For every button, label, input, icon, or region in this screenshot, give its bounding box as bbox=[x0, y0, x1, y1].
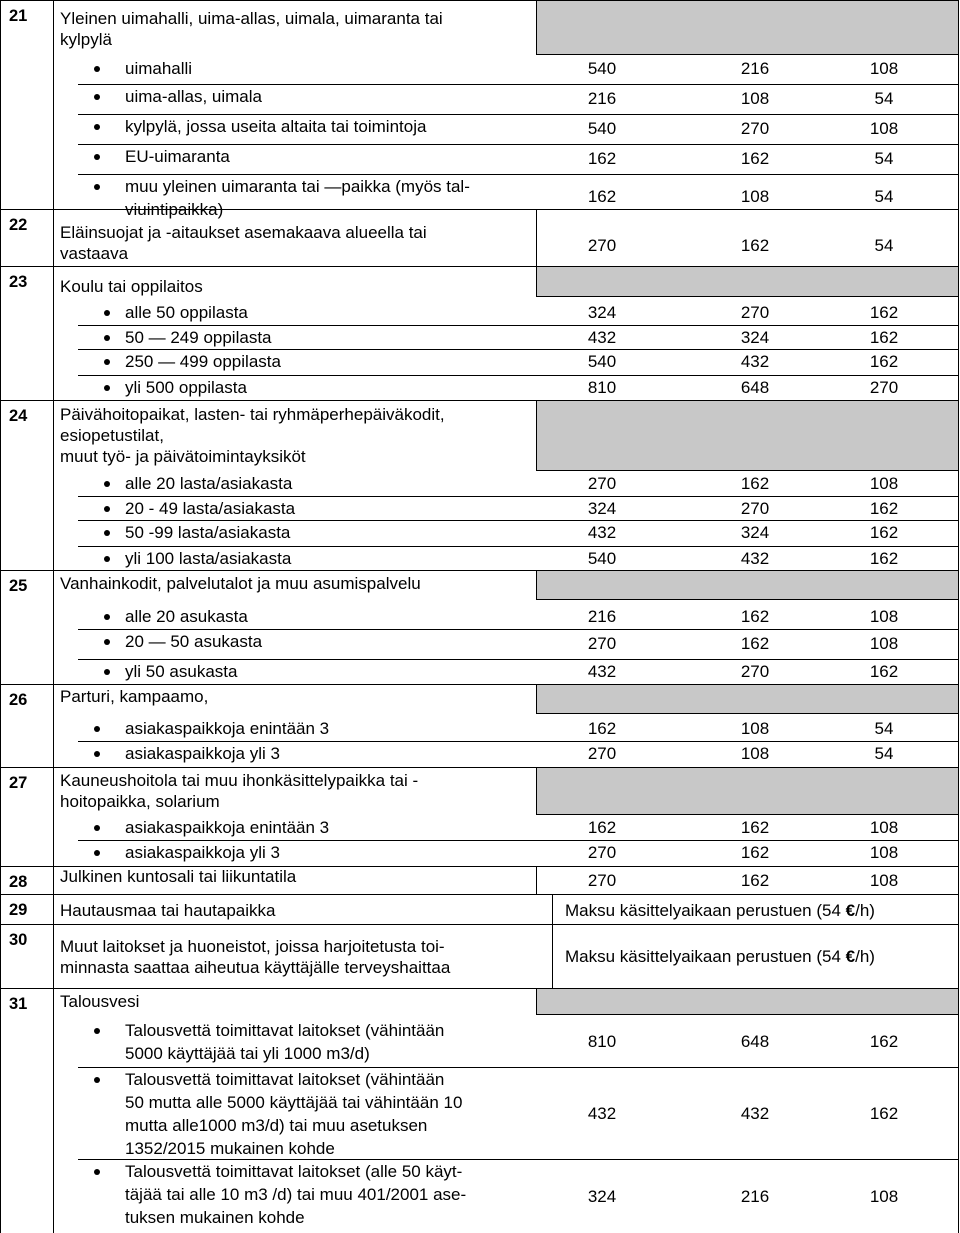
value-column-divider bbox=[536, 266, 537, 296]
sub-item-text: 250 — 499 oppilasta bbox=[125, 352, 281, 371]
fee-value: 810 bbox=[587, 1032, 617, 1051]
fee-value: 108 bbox=[869, 119, 899, 138]
fee-value: 162 bbox=[740, 236, 770, 255]
fee-value: 432 bbox=[740, 1104, 770, 1123]
sub-row-divider bbox=[78, 741, 958, 742]
entry-number: 22 bbox=[9, 216, 28, 234]
fee-text: Maksu käsittelyaikaan perustuen (54 bbox=[565, 901, 846, 920]
fee-text: Maksu käsittelyaikaan perustuen (54 bbox=[565, 947, 846, 966]
sub-row-divider bbox=[78, 375, 958, 376]
fee-value: 162 bbox=[869, 1032, 899, 1051]
fee-value: 432 bbox=[587, 662, 617, 681]
fee-description bbox=[565, 946, 875, 967]
entry-title: esiopetustilat, bbox=[60, 426, 164, 445]
sub-row-divider bbox=[78, 325, 958, 326]
fee-value: 162 bbox=[740, 818, 770, 837]
sub-item-text: asiakaspaikkoja enintään 3 bbox=[125, 719, 330, 738]
sub-row-divider bbox=[78, 114, 958, 115]
fee-value: 324 bbox=[740, 523, 770, 542]
fee-value: 432 bbox=[587, 1104, 617, 1123]
value-column-divider bbox=[536, 0, 537, 54]
fee-column-divider bbox=[552, 894, 553, 924]
bullet-icon bbox=[94, 825, 100, 831]
fee-value: 54 bbox=[874, 187, 894, 206]
shaded-header-cell bbox=[537, 989, 958, 1014]
fee-value: 432 bbox=[587, 523, 617, 542]
fee-value: 54 bbox=[874, 149, 894, 168]
fee-value: 432 bbox=[740, 549, 770, 568]
entry-title: Vanhainkodit, palvelutalot ja muu asumispalvelu bbox=[60, 574, 421, 593]
sub-item-text: yli 100 lasta/asiakasta bbox=[125, 549, 292, 568]
shaded-cell-border bbox=[536, 1014, 958, 1015]
fee-value: 324 bbox=[740, 328, 770, 347]
fee-description bbox=[565, 900, 875, 921]
bullet-icon bbox=[104, 310, 110, 316]
bullet-icon bbox=[104, 556, 110, 562]
bullet-icon bbox=[94, 184, 100, 190]
entry-number: 29 bbox=[9, 901, 28, 919]
bullet-icon bbox=[104, 614, 110, 620]
sub-item-text: 20 - 49 lasta/asiakasta bbox=[125, 499, 296, 518]
fee-value: 270 bbox=[587, 236, 617, 255]
fee-value: 162 bbox=[869, 1104, 899, 1123]
entry-title: Julkinen kuntosali tai liikuntatila bbox=[60, 867, 297, 886]
sub-item-text: 20 — 50 asukasta bbox=[125, 632, 263, 651]
fee-unit: /h) bbox=[855, 901, 875, 920]
bullet-icon bbox=[94, 1169, 100, 1175]
table-right-border bbox=[958, 0, 959, 1233]
sub-item-text: Talousvettä toimittavat laitokset (vähintään bbox=[125, 1070, 445, 1089]
fee-value: 162 bbox=[740, 149, 770, 168]
fee-value: 162 bbox=[740, 607, 770, 626]
bullet-icon bbox=[104, 506, 110, 512]
entry-title: minnasta saattaa aiheutua käyttäjälle terveyshaittaa bbox=[60, 958, 451, 977]
value-column-divider bbox=[536, 988, 537, 1014]
fee-value: 432 bbox=[587, 328, 617, 347]
fee-unit: /h) bbox=[855, 947, 875, 966]
sub-item-text: mutta alle1000 m3/d) tai muu asetuksen bbox=[125, 1116, 428, 1135]
entry-divider bbox=[0, 924, 958, 925]
fee-value: 216 bbox=[587, 89, 617, 108]
sub-item-text: tuksen mukainen kohde bbox=[125, 1208, 305, 1227]
sub-item-text: 50 -99 lasta/asiakasta bbox=[125, 523, 291, 542]
shaded-cell-border bbox=[536, 296, 958, 297]
fee-column-divider bbox=[552, 924, 553, 988]
fee-value: 108 bbox=[869, 634, 899, 653]
sub-item-text: uimahalli bbox=[125, 59, 193, 78]
fee-value: 108 bbox=[869, 607, 899, 626]
fee-value: 270 bbox=[587, 871, 617, 890]
shaded-cell-border bbox=[536, 814, 958, 815]
shaded-header-cell bbox=[537, 1, 958, 54]
fee-value: 108 bbox=[869, 843, 899, 862]
fee-value: 270 bbox=[587, 744, 617, 763]
value-column-divider bbox=[536, 209, 537, 266]
fee-value: 108 bbox=[740, 744, 770, 763]
bullet-icon bbox=[94, 1077, 100, 1083]
euro-symbol: € bbox=[845, 947, 856, 966]
fee-value: 108 bbox=[740, 187, 770, 206]
fee-value: 432 bbox=[740, 352, 770, 371]
fee-value: 108 bbox=[869, 59, 899, 78]
fee-value: 162 bbox=[587, 187, 617, 206]
sub-item-text: EU-uimaranta bbox=[125, 147, 230, 166]
entry-title: Päivähoitopaikat, lasten- tai ryhmäperhepäiväkodit, bbox=[60, 405, 445, 424]
entry-title: Koulu tai oppilaitos bbox=[60, 277, 203, 296]
fee-value: 162 bbox=[869, 328, 899, 347]
fee-value: 54 bbox=[874, 89, 894, 108]
fee-value: 648 bbox=[740, 1032, 770, 1051]
sub-item-text: 50 — 249 oppilasta bbox=[125, 328, 272, 347]
fee-value: 270 bbox=[740, 119, 770, 138]
entry-title: Eläinsuojat ja -aitaukset asemakaava alueella tai bbox=[60, 223, 427, 242]
sub-item-text: Talousvettä toimittavat laitokset (alle 50 käyt- bbox=[125, 1162, 463, 1181]
fee-value: 540 bbox=[587, 352, 617, 371]
sub-item-text: yli 50 asukasta bbox=[125, 662, 238, 681]
bullet-icon bbox=[104, 669, 110, 675]
sub-row-divider bbox=[78, 629, 958, 630]
fee-value: 54 bbox=[874, 719, 894, 738]
bullet-icon bbox=[94, 1028, 100, 1034]
fee-value: 270 bbox=[740, 303, 770, 322]
sub-item-text: 50 mutta alle 5000 käyttäjää tai vähintään 10 bbox=[125, 1093, 463, 1112]
sub-item-text: kylpylä, jossa useita altaita tai toimintoja bbox=[125, 117, 427, 136]
bullet-icon bbox=[94, 154, 100, 160]
value-column-divider bbox=[536, 684, 537, 713]
sub-row-divider bbox=[78, 144, 958, 145]
entry-title: hoitopaikka, solarium bbox=[60, 792, 220, 811]
bullet-icon bbox=[104, 385, 110, 391]
entry-number: 31 bbox=[9, 995, 28, 1013]
fee-value: 162 bbox=[869, 523, 899, 542]
bullet-icon bbox=[104, 639, 110, 645]
sub-item-text: Talousvettä toimittavat laitokset (vähintään bbox=[125, 1021, 445, 1040]
sub-item-text: alle 20 asukasta bbox=[125, 607, 248, 626]
entry-number: 28 bbox=[9, 873, 28, 891]
sub-row-divider bbox=[78, 659, 958, 660]
sub-row-divider bbox=[78, 546, 958, 547]
sub-row-divider bbox=[78, 520, 958, 521]
fee-value: 270 bbox=[740, 662, 770, 681]
fee-value: 270 bbox=[740, 499, 770, 518]
table-left-border bbox=[0, 0, 1, 1233]
sub-item-text: asiakaspaikkoja enintään 3 bbox=[125, 818, 330, 837]
fee-value: 162 bbox=[740, 871, 770, 890]
fee-value: 648 bbox=[740, 378, 770, 397]
entry-title: Hautausmaa tai hautapaikka bbox=[60, 901, 276, 920]
fee-value: 108 bbox=[869, 871, 899, 890]
shaded-header-cell bbox=[537, 571, 958, 599]
sub-item-text: alle 20 lasta/asiakasta bbox=[125, 474, 293, 493]
fee-value: 162 bbox=[740, 843, 770, 862]
bullet-icon bbox=[104, 481, 110, 487]
entry-title: muut työ- ja päivätoimintayksiköt bbox=[60, 447, 306, 466]
sub-item-text: alle 50 oppilasta bbox=[125, 303, 248, 322]
shaded-header-cell bbox=[537, 768, 958, 814]
fee-value: 270 bbox=[587, 634, 617, 653]
sub-item-text: asiakaspaikkoja yli 3 bbox=[125, 744, 280, 763]
value-column-divider bbox=[536, 767, 537, 814]
sub-row-divider bbox=[78, 840, 958, 841]
bullet-icon bbox=[94, 94, 100, 100]
entry-title: kylpylä bbox=[60, 30, 112, 49]
value-column-divider bbox=[536, 570, 537, 599]
fee-value: 216 bbox=[587, 607, 617, 626]
sub-row-divider bbox=[78, 84, 958, 85]
value-column-divider bbox=[536, 866, 537, 894]
fee-value: 270 bbox=[587, 843, 617, 862]
fee-value: 162 bbox=[587, 818, 617, 837]
fee-value: 540 bbox=[587, 59, 617, 78]
fee-value: 216 bbox=[740, 1187, 770, 1206]
fee-value: 270 bbox=[869, 378, 899, 397]
sub-item-text: 1352/2015 mukainen kohde bbox=[125, 1139, 335, 1158]
euro-symbol: € bbox=[845, 901, 856, 920]
shaded-cell-border bbox=[536, 599, 958, 600]
fee-value: 108 bbox=[740, 719, 770, 738]
fee-value: 162 bbox=[869, 352, 899, 371]
entry-number: 23 bbox=[9, 273, 28, 291]
fee-value: 108 bbox=[869, 1187, 899, 1206]
shaded-header-cell bbox=[537, 267, 958, 296]
sub-item-text: asiakaspaikkoja yli 3 bbox=[125, 843, 280, 862]
sub-item-text: muu yleinen uimaranta tai —paikka (myös tal- bbox=[125, 177, 470, 196]
bullet-icon bbox=[104, 530, 110, 536]
fee-value: 162 bbox=[869, 303, 899, 322]
bullet-icon bbox=[104, 359, 110, 365]
entry-number: 25 bbox=[9, 577, 28, 595]
shaded-cell-border bbox=[536, 713, 958, 714]
shaded-header-cell bbox=[537, 401, 958, 470]
fee-value: 108 bbox=[740, 89, 770, 108]
sub-item-text: 5000 käyttäjää tai yli 1000 m3/d) bbox=[125, 1044, 370, 1063]
sub-row-divider bbox=[78, 174, 958, 175]
entry-title: Talousvesi bbox=[60, 992, 140, 1011]
fee-value: 270 bbox=[587, 474, 617, 493]
entry-number: 27 bbox=[9, 774, 28, 792]
fee-value: 162 bbox=[587, 719, 617, 738]
fee-value: 324 bbox=[587, 499, 617, 518]
fee-value: 324 bbox=[587, 1187, 617, 1206]
entry-number: 26 bbox=[9, 691, 28, 709]
fee-value: 54 bbox=[874, 744, 894, 763]
fee-value: 540 bbox=[587, 119, 617, 138]
shaded-header-cell bbox=[537, 685, 958, 713]
entry-title: vastaava bbox=[60, 244, 129, 263]
sub-item-text: täjää tai alle 10 m3 /d) tai muu 401/2001 ase- bbox=[125, 1185, 467, 1204]
sub-item-text: viuintipaikka) bbox=[125, 200, 224, 219]
sub-row-divider bbox=[78, 349, 958, 350]
entry-title: Muut laitokset ja huoneistot, joissa harjoitetusta toi- bbox=[60, 937, 445, 956]
fee-value: 54 bbox=[874, 236, 894, 255]
bullet-icon bbox=[94, 850, 100, 856]
entry-number: 30 bbox=[9, 931, 28, 949]
fee-value: 810 bbox=[587, 378, 617, 397]
sub-item-text: uima-allas, uimala bbox=[125, 87, 262, 106]
number-column-divider bbox=[53, 0, 54, 1233]
bullet-icon bbox=[94, 726, 100, 732]
bullet-icon bbox=[94, 66, 100, 72]
sub-row-divider bbox=[78, 1067, 958, 1068]
bullet-icon bbox=[94, 124, 100, 130]
fee-value: 324 bbox=[587, 303, 617, 322]
fee-value: 540 bbox=[587, 549, 617, 568]
bullet-icon bbox=[104, 335, 110, 341]
bullet-icon bbox=[94, 751, 100, 757]
fee-value: 108 bbox=[869, 474, 899, 493]
value-column-divider bbox=[536, 400, 537, 470]
fee-value: 108 bbox=[869, 818, 899, 837]
shaded-cell-border bbox=[536, 54, 958, 55]
sub-item-text: yli 500 oppilasta bbox=[125, 378, 247, 397]
fee-value: 162 bbox=[587, 149, 617, 168]
sub-row-divider bbox=[78, 496, 958, 497]
fee-value: 162 bbox=[869, 499, 899, 518]
entry-number: 24 bbox=[9, 407, 28, 425]
shaded-cell-border bbox=[536, 470, 958, 471]
fee-value: 162 bbox=[740, 474, 770, 493]
fee-value: 162 bbox=[740, 634, 770, 653]
entry-title: Kauneushoitola tai muu ihonkäsittelypaikka tai - bbox=[60, 771, 419, 790]
fee-value: 162 bbox=[869, 662, 899, 681]
entry-number: 21 bbox=[9, 7, 28, 25]
entry-divider bbox=[0, 894, 958, 895]
fee-value: 162 bbox=[869, 549, 899, 568]
fee-value: 216 bbox=[740, 59, 770, 78]
sub-row-divider bbox=[78, 1159, 958, 1160]
entry-title: Yleinen uimahalli, uima-allas, uimala, uimaranta tai bbox=[60, 9, 443, 28]
entry-title: Parturi, kampaamo, bbox=[60, 687, 209, 706]
